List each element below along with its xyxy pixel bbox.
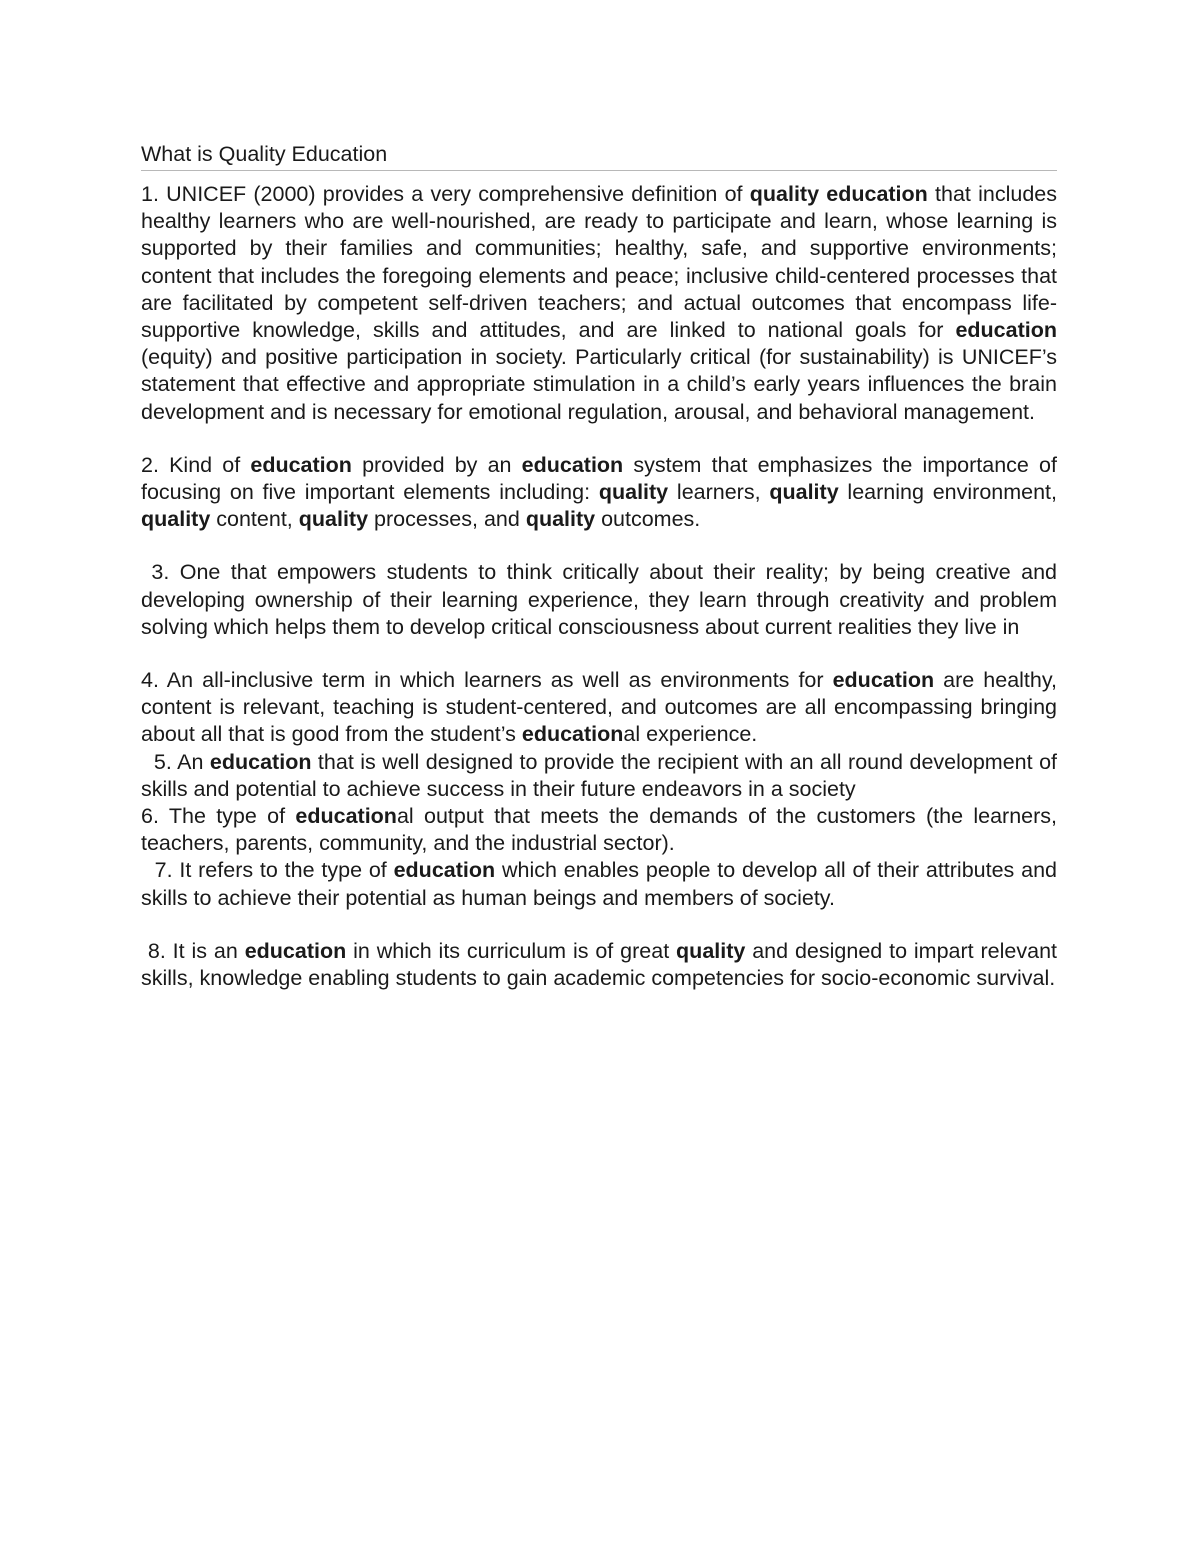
paragraph-item-1	[141, 181, 1057, 426]
bold-term: education	[521, 722, 624, 747]
text-run: 6. The type of	[141, 804, 296, 829]
paragraph-gap	[141, 912, 1057, 938]
paragraph-item-4	[141, 667, 1057, 749]
bold-term: quality	[141, 507, 211, 532]
bold-term: education	[209, 749, 312, 774]
text-run: that is well designed to provide the recipient with an all round development of skills and potential to achieve success in their future endeavors in a society	[141, 749, 1057, 801]
page-title: What is Quality Education	[141, 141, 1057, 171]
paragraph-item-7	[141, 857, 1057, 911]
text-run: system that emphasizes the importance of focusing on five important elements including:	[141, 452, 1057, 505]
bold-term: quality	[598, 480, 669, 505]
text-run: 3. One that empowers students to think critically about their reality; by being creative and developing ownership of their learning experience, they learn through creativity and problem solving which helps them to develop critical consciousness about current realities they live in	[141, 560, 1057, 639]
text-run: 5. An	[141, 749, 210, 774]
text-run: 8. It is an	[141, 938, 245, 963]
bold-term: quality education	[749, 182, 928, 206]
paragraph-item-5	[141, 749, 1057, 803]
text-run: are healthy, content is relevant, teaching is student-centered, and outcomes are all encompassing bringing about all that is good from the student’s	[141, 668, 1057, 747]
paragraph-item-2	[141, 452, 1057, 534]
bold-term: education	[521, 452, 624, 477]
bold-term: education	[393, 858, 496, 883]
text-run: outcomes.	[595, 507, 701, 532]
text-run: al experience.	[623, 722, 758, 747]
text-run: in which its curriculum is of great	[346, 938, 677, 963]
paragraph-gap	[141, 641, 1057, 667]
paragraph-gap	[141, 426, 1057, 452]
bold-term: education	[955, 318, 1057, 343]
text-run: 7. It refers to the type of	[141, 858, 394, 883]
text-run: and designed to impart relevant skills, knowledge enabling students to gain academic competencies for socio-economic survival.	[141, 938, 1058, 991]
text-run: that includes healthy learners who are well-nourished, are ready to participate and learn, whose learning is supported by their families and communities; healthy, safe, and supportive environments; content that includes the foregoing elements and peace; inclusive child-centered processes that are facilitated by competent self-driven teachers; and actual outcomes that encompass life-supportive knowledge, skills and attitudes, and are linked to national goals for	[141, 182, 1057, 343]
text-run: content,	[210, 507, 299, 532]
bold-term: education	[250, 452, 352, 477]
bold-term: quality	[676, 938, 746, 963]
bold-term: quality	[525, 507, 596, 532]
text-run: which enables people to develop all of their attributes and skills to achieve their potential as human beings and members of society.	[141, 858, 1057, 910]
text-run: learners,	[668, 480, 770, 505]
paragraph-gap	[141, 533, 1057, 559]
paragraph-item-3	[141, 559, 1057, 641]
paragraph-item-6	[141, 803, 1057, 857]
paragraph-item-8	[141, 938, 1057, 992]
text-run: (equity) and positive participation in society. Particularly critical (for sustainability) is UNICEF’s statement that effective and appropriate stimulation in a child’s early years influences the brain development and is necessary for emotional regulation, arousal, and behavioral management.	[141, 345, 1057, 424]
text-run: 2. Kind of	[141, 452, 251, 477]
text-run: 1. UNICEF (2000) provides a very comprehensive definition of	[141, 182, 750, 206]
text-run: al output that meets the demands of the customers (the learners, teachers, parents, community, and the industrial sector).	[141, 804, 1057, 856]
document-body	[141, 181, 1057, 992]
text-run: provided by an	[351, 452, 522, 477]
bold-term: quality	[298, 507, 369, 532]
text-run: processes, and	[368, 507, 526, 532]
bold-term: education	[244, 938, 347, 963]
text-run: learning environment,	[838, 480, 1058, 505]
document-page	[141, 141, 1057, 992]
bold-term: education	[832, 668, 935, 693]
text-run: 4. An all-inclusive term in which learners as well as environments for	[141, 668, 833, 693]
bold-term: quality	[769, 480, 839, 505]
bold-term: education	[295, 804, 397, 829]
